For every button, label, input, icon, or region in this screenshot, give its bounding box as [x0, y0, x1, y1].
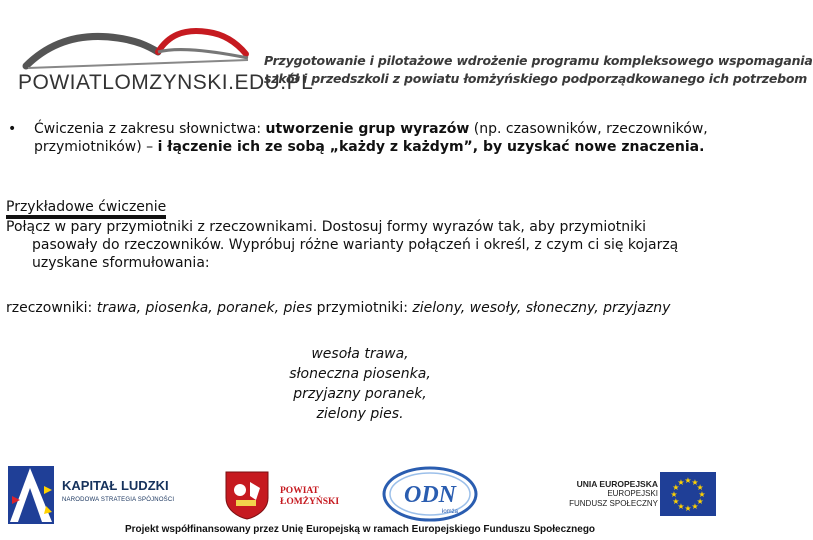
- odn-subtext: łomża: [441, 509, 459, 515]
- kapital-ludzki-title: KAPITAŁ LUDZKI: [62, 478, 169, 493]
- answer-item: wesoła trawa,: [311, 346, 409, 362]
- eu-star-icon: ★: [677, 477, 685, 487]
- bullet-mid: (np. czasowników, rzeczowników, przymiotników) –: [34, 121, 708, 155]
- eu-star-icon: ★: [696, 483, 704, 492]
- site-logo[interactable]: [8, 14, 314, 98]
- eu-star-icon: ★: [691, 502, 699, 512]
- adjectives-list: zielony, wesoły, słoneczny, przyjazny: [412, 300, 671, 316]
- bullet-item: [8, 120, 708, 156]
- eu-star-icon: ★: [684, 504, 692, 513]
- bullet-marker: •: [8, 121, 17, 137]
- adjectives-label: przymiotniki:: [312, 300, 413, 316]
- eu-star-icon: ★: [698, 490, 706, 499]
- project-title-line-2: szkół i przedszkoli z powiatu łomżyńskiego podporządkowanego ich potrzebom: [264, 71, 808, 86]
- answer-list: [240, 344, 480, 424]
- eu-flag-icon: [660, 472, 716, 516]
- coat-of-arms-icon: [220, 470, 274, 520]
- funding-note: Projekt współfinansowany przez Unię Europejską w ramach Europejskiego Funduszu Społecznego: [124, 524, 596, 535]
- eu-star-icon: ★: [672, 483, 680, 492]
- logo-text: POWIATLOMZYNSKI.EDU.PL: [18, 71, 314, 94]
- eu-star-icon: ★: [691, 477, 699, 487]
- answer-item: przyjazny poranek,: [293, 386, 427, 402]
- kapital-ludzki-logo: [8, 466, 208, 526]
- odn-letters: ODN: [404, 482, 456, 508]
- book-swoosh-icon: [8, 14, 258, 74]
- powiat-lomzynski-logo: [220, 470, 350, 520]
- bullet-lead: Ćwiczenia z zakresu słownictwa:: [34, 121, 266, 137]
- exercise-line-1: Połącz w pary przymiotniki z rzeczownikami. Dostosuj formy wyrazów tak, aby przymiotniki: [6, 219, 647, 235]
- project-title-line-1: Przygotowanie i pilotażowe wdrożenie programu kompleksowego wspomagania: [264, 53, 813, 68]
- odn-lomza-logo: [380, 466, 480, 522]
- word-lists: [6, 299, 712, 317]
- answer-item: zielony pies.: [316, 406, 404, 422]
- odn-oval-icon: [380, 466, 480, 522]
- nouns-list: trawa, piosenka, poranek, pies: [96, 300, 313, 316]
- bullet-bold: utworzenie grup wyrazów: [265, 121, 470, 137]
- eu-star-icon: ★: [672, 497, 680, 506]
- bullet-tail: i łączenie ich ze sobą „każdy z każdym”, by uzyskać nowe znaczenia.: [157, 139, 705, 155]
- eu-star-icon: ★: [684, 476, 692, 485]
- nouns-label: rzeczowniki:: [6, 300, 97, 316]
- exercise-title: Przykładowe ćwiczenie: [6, 198, 712, 216]
- eu-logo: [520, 470, 715, 520]
- kapital-ludzki-subtitle: NARODOWA STRATEGIA SPÓJNOŚCI: [62, 497, 175, 503]
- answer-item: słoneczna piosenka,: [289, 366, 431, 382]
- eu-star-icon: ★: [677, 502, 685, 512]
- eu-star-icon: ★: [670, 490, 678, 499]
- exercise-instructions: [6, 218, 712, 272]
- powiat-lomzynski-text: POWIAT ŁOMŻYŃSKI: [280, 486, 340, 507]
- eu-text: UNIA EUROPEJSKA EUROPEJSKI FUNDUSZ SPOŁECZNY: [569, 479, 658, 508]
- bullet-text: [34, 120, 708, 156]
- kapital-ludzki-emblem-icon: [8, 466, 54, 524]
- exercise-line-2: pasowały do rzeczowników. Wypróbuj różne warianty połączeń i określ, z czym ci się kojarzą uzyskane sformułowania:: [32, 237, 679, 271]
- eu-star-icon: ★: [696, 497, 704, 506]
